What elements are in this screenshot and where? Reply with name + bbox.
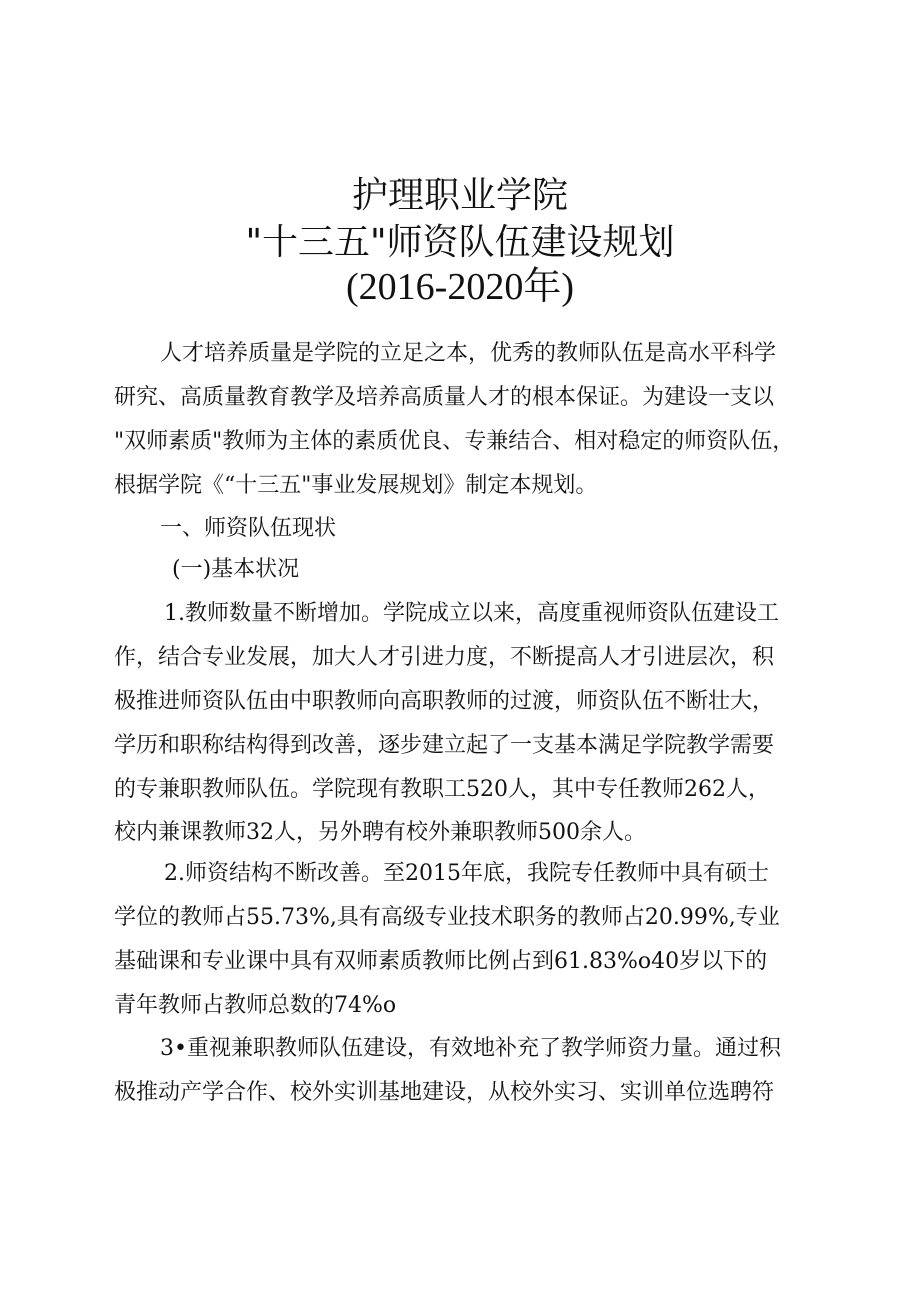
intro-line: "双师素质"教师为主体的素质优良、专兼结合、相对稳定的师资队伍，	[114, 429, 795, 454]
section-heading: 一、师资队伍现状	[160, 516, 337, 541]
paragraph-line: 2.师资结构不断改善。至2015年底，我院专任教师中具有硕士	[164, 861, 769, 886]
paragraph-line: 1.教师数量不断增加。学院成立以来，高度重视师资队伍建设工	[164, 601, 779, 626]
paragraph-line: 极推动产学合作、校外实训基地建设，从校外实习、实训单位选聘符	[114, 1080, 775, 1105]
intro-line: 根据学院《“十三五"事业发展规划》制定本规划。	[114, 473, 598, 498]
intro-line: 研究、高质量教育教学及培养高质量人才的根本保证。为建设一支以	[114, 385, 775, 410]
paragraph-line: 学位的教师占55.73%,具有高级专业技术职务的教师占20.99%,专业	[114, 905, 780, 930]
subsection-heading: (一)基本状况	[172, 557, 300, 582]
paragraph-line: 学历和职称结构得到改善，逐步建立起了一支基本满足学院教学需要	[114, 733, 775, 758]
paragraph-line: 的专兼职教师队伍。学院现有教职工520人，其中专任教师262人，	[114, 777, 770, 802]
document-title-line-1: 护理职业学院	[351, 175, 568, 216]
paragraph-line: 青年教师占教师总数的74%o	[114, 993, 397, 1018]
paragraph-line: 作，结合专业发展，加大人才引进力度，不断提高人才引进层次，积	[114, 645, 775, 670]
paragraph-line: 校内兼课教师32人，另外聘有校外兼职教师500余人。	[114, 820, 646, 845]
paragraph-line: 基础课和专业课中具有双师素质教师比例占到61.83%o40岁以下的	[114, 949, 768, 974]
document-title-line-2: "十三五"师资队伍建设规划	[245, 222, 675, 263]
paragraph-line: 3•重视兼职教师队伍建设，有效地补充了教学师资力量。通过积	[160, 1036, 781, 1061]
document-title-line-3: (2016-2020年)	[346, 266, 574, 308]
paragraph-line: 极推进师资队伍由中职教师向高职教师的过渡，师资队伍不断壮大，	[114, 689, 775, 714]
intro-line: 人才培养质量是学院的立足之本，优秀的教师队伍是高水平科学	[160, 341, 777, 366]
